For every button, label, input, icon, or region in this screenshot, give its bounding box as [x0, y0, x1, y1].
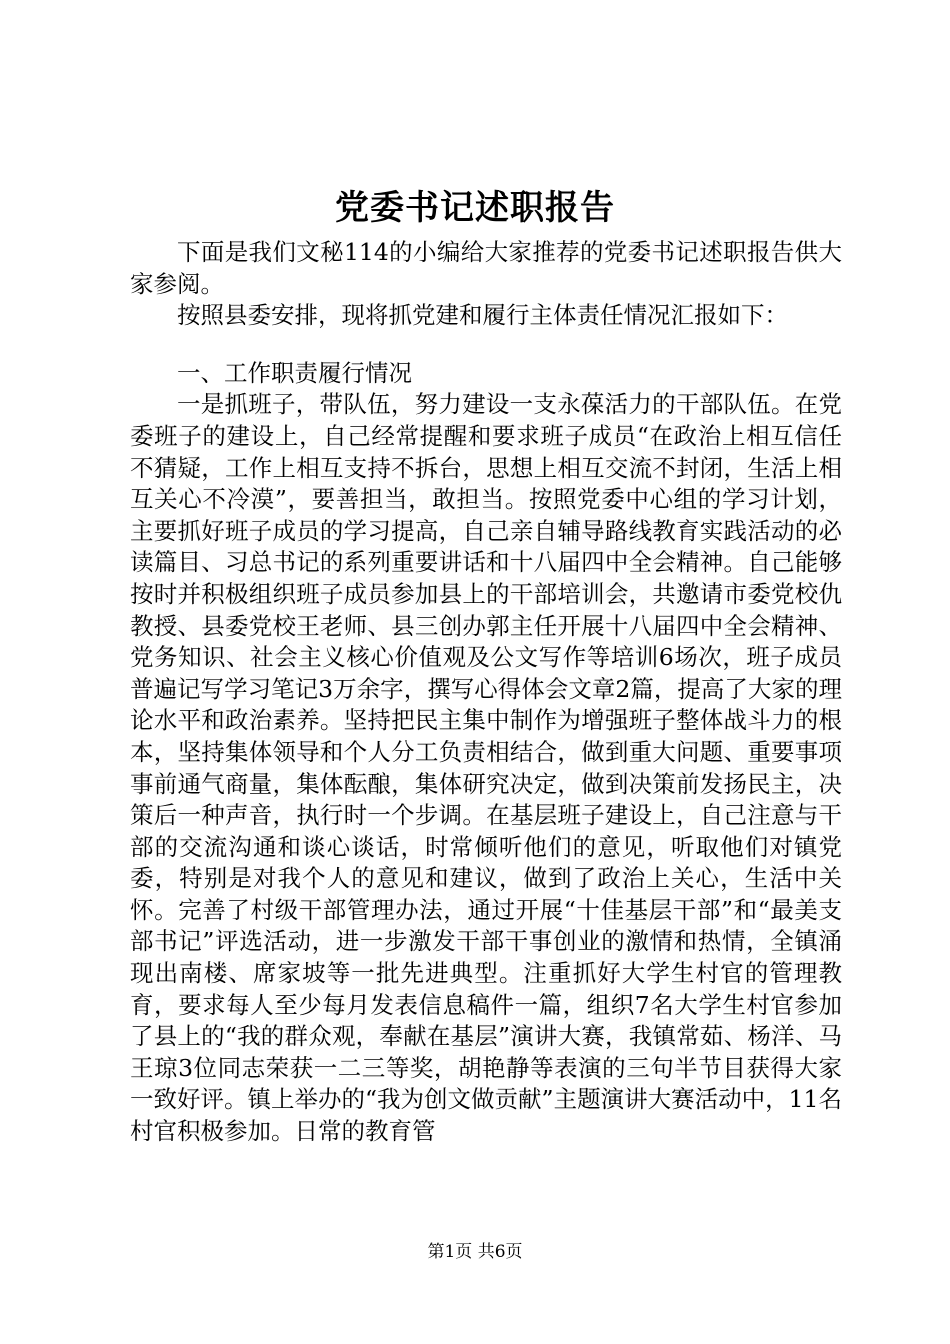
page-footer: 第1页 共6页	[427, 1242, 523, 1262]
document-title: 党委书记述职报告	[335, 188, 615, 228]
document-body	[130, 237, 842, 1148]
paragraph-spacer	[130, 332, 842, 358]
preface-paragraph: 按照县委安排，现将抓党建和履行主体责任情况汇报如下：	[177, 301, 788, 330]
body-paragraph: 一是抓班子，带队伍，努力建设一支永葆活力的干部队伍。在党委班子的建设上，自己经常提醒和要求班子成员“在政治上相互信任不猜疑，工作上相互支持不拆台，思想上相互交流不封闭，生活上相互关心不冷漠”，要善担当，敢担当。按照党委中心组的学习计划，主要抓好班子成员的学习提高，自己亲自辅导路线教育实践活动的必读篇目、习总书记的系列重要讲话和十八届四中全会精神。自己能够按时并积极组织班子成员参加县上的干部培训会，共邀请市委党校仇教授、县委党校王老师、县三创办郭主任开展十八届四中全会精神、党务知识、社会主义核心价值观及公文写作等培训6场次，班子成员普遍记写学习笔记3万余字，撰写心得体会文章2篇，提高了大家的理论水平和政治素养。坚持把民主集中制作为增强班子整体战斗力的根本，坚持集体领导和个人分工负责相结合，做到重大问题、重要事项事前通气商量，集体酝酿，集体研究决定，做到决策前发扬民主，决策后一种声音，执行时一个步调。在基层班子建设上，自己注意与干部的交流沟通和谈心谈话，时常倾听他们的意见，听取他们对镇党委，特别是对我个人的意见和建议，做到了政治上关心，生活中关怀。完善了村级干部管理办法，通过开展“十佳基层干部”和“最美支部书记”评选活动，进一步激发干部干事创业的激情和热情，全镇涌现出南楼、席家坡等一批先进典型。注重抓好大学生村官的管理教育，要求每人至少每月发表信息稿件一篇，组织7名大学生村官参加了县上的“我的群众观，奉献在基层”演讲大赛，我镇常茹、杨洋、马王琼3位同志荣获一二三等奖，胡艳静等表演的三句半节目获得大家一致好评。镇上举办的“我为创文做贡献”主题演讲大赛活动中，11名村官积极参加。日常的教育管	[130, 390, 842, 1146]
intro-paragraph: 下面是我们文秘114的小编给大家推荐的党委书记述职报告供大家参阅。	[130, 238, 842, 298]
section-heading: 一、工作职责履行情况	[177, 358, 412, 387]
